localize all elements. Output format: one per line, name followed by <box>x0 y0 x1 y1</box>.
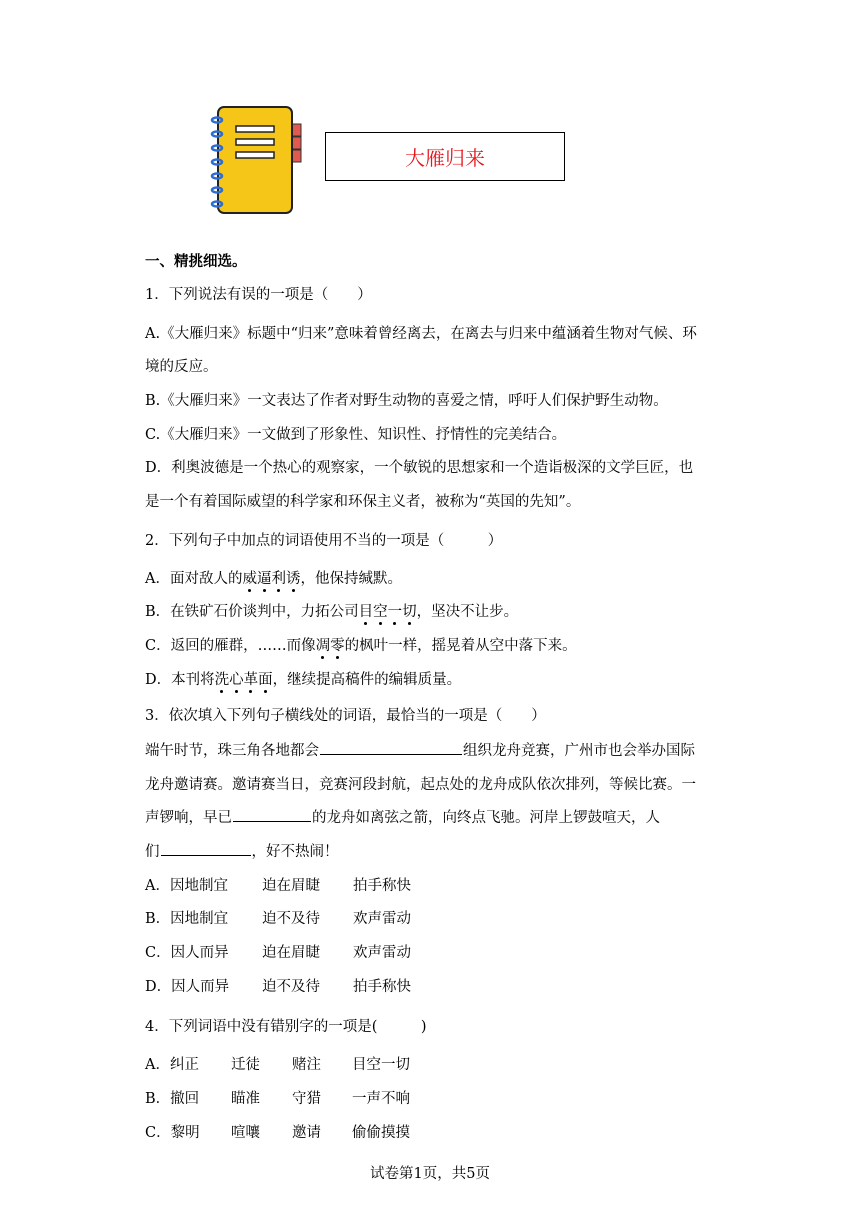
question-2-option-a <box>145 567 402 588</box>
dotted-char: 革 <box>243 672 259 688</box>
option-word: 守猎 <box>292 1091 321 1107</box>
option-word: 迫不及待 <box>262 911 320 927</box>
option-word: 迫在眉睫 <box>262 945 320 961</box>
question-1-option-d-cont: 是一个有着国际威望的科学家和环保主义者，被称为“英国的先知”。 <box>145 494 581 510</box>
question-2-option-b <box>145 600 518 621</box>
notebook-icon <box>210 104 302 216</box>
passage-text: 组织龙舟竞赛，广州市也会举办国际 <box>463 743 695 759</box>
option-word: 迫在眉睫 <box>262 878 320 894</box>
dotted-char: 利 <box>271 571 286 587</box>
dotted-char: 一 <box>387 604 403 620</box>
option-word: 迁徒 <box>231 1057 260 1073</box>
option-text: B．在铁矿石价谈判中，力拓公司 <box>145 604 359 620</box>
dotted-char: 洗 <box>214 672 230 688</box>
document-title <box>325 132 565 181</box>
option-text: ，继续提高稿件的编辑质量。 <box>272 672 462 688</box>
dotted-word <box>215 672 273 688</box>
question-1-option-c: C.《大雁归来》一文做到了形象性、知识性、抒情性的完美结合。 <box>145 427 567 443</box>
question-4-option-b <box>145 1087 410 1108</box>
option-word: 赌注 <box>292 1057 321 1073</box>
dotted-word <box>316 638 345 654</box>
dotted-char: 切 <box>402 604 417 620</box>
option-word: B．因地制宜 <box>145 911 229 927</box>
dotted-char: 目 <box>358 604 374 620</box>
question-1-stem: 1．下列说法有误的一项是（ ） <box>145 287 372 303</box>
option-word: 瞄准 <box>231 1091 260 1107</box>
option-word: 喧嚷 <box>231 1125 260 1141</box>
option-word: B．撤回 <box>145 1091 200 1107</box>
passage-text: ，好不热闹！ <box>251 844 339 860</box>
option-word: 邀请 <box>292 1125 321 1141</box>
dotted-char: 凋 <box>315 638 331 654</box>
dotted-char: 面 <box>258 672 273 688</box>
option-text: C．返回的雁群，……而像 <box>145 638 316 654</box>
option-word: 目空一切 <box>352 1057 410 1073</box>
dotted-char: 威 <box>242 571 257 587</box>
option-word: 拍手称快 <box>353 878 411 894</box>
option-word: 欢声雷动 <box>353 945 411 961</box>
passage-text: 端午时节，珠三角各地都会 <box>145 743 319 759</box>
question-3-passage-line-4 <box>145 840 339 861</box>
fill-blank-2 <box>233 820 311 822</box>
question-3-passage-line-3 <box>145 806 660 827</box>
option-text: A．面对敌人的 <box>145 571 243 587</box>
option-text: ，坚决不让步。 <box>416 604 519 620</box>
option-text: 的枫叶一样，摇晃着从空中落下来。 <box>344 638 577 654</box>
question-2-option-d <box>145 668 461 689</box>
question-1-option-d: D．利奥波德是一个热心的观察家，一个敏锐的思想家和一个造诣极深的文学巨匠，也 <box>145 460 694 476</box>
option-text: D．本刊将 <box>145 672 215 688</box>
question-4-stem: 4．下列词语中没有错别字的一项是( ) <box>145 1019 427 1035</box>
question-3-passage-line-1 <box>145 739 695 760</box>
question-1-option-b: B.《大雁归来》一文表达了作者对野生动物的喜爱之情，呼吁人们保护野生动物。 <box>145 393 668 409</box>
question-3-option-b <box>145 907 411 928</box>
passage-text: 的龙舟如离弦之箭，向终点飞驰。河岸上锣鼓喧天，人 <box>312 810 660 826</box>
option-word: A．因地制宜 <box>145 878 228 894</box>
option-word: 一声不响 <box>352 1091 410 1107</box>
dotted-word <box>359 604 417 620</box>
passage-text: 龙舟邀请赛。邀请赛当日，竞赛河段封航，起点处的龙舟成队依次排列，等候比赛。一 <box>145 777 696 793</box>
question-2-stem: 2．下列句子中加点的词语使用不当的一项是（ ） <box>145 533 503 549</box>
dotted-char: 逼 <box>256 571 272 587</box>
passage-text: 声锣响，早已 <box>145 810 232 826</box>
option-word: A．纠正 <box>145 1057 199 1073</box>
option-word: 欢声雷动 <box>353 911 411 927</box>
option-word: C．黎明 <box>145 1125 200 1141</box>
question-1-option-a: A.《大雁归来》标题中“归来”意味着曾经离去，在离去与归来中蕴涵着生物对气候、环 <box>145 326 697 342</box>
question-3-stem: 3．依次填入下列句子横线处的词语，最恰当的一项是（ ） <box>145 708 546 724</box>
option-text: ，他保持缄默。 <box>300 571 402 587</box>
option-word: D．因人而异 <box>145 979 230 995</box>
option-word: 拍手称快 <box>353 979 411 995</box>
fill-blank-1 <box>320 753 462 755</box>
fill-blank-3 <box>161 854 251 856</box>
question-3-option-a <box>145 874 411 895</box>
dotted-char: 诱 <box>285 571 301 587</box>
question-4-option-c <box>145 1121 410 1142</box>
question-2-option-c <box>145 634 577 655</box>
dotted-char: 空 <box>373 604 388 620</box>
page-footer: 试卷第1页，共5页 <box>370 1166 490 1182</box>
option-word: 偷偷摸摸 <box>352 1125 410 1141</box>
question-4-option-a <box>145 1053 410 1074</box>
dotted-word <box>242 571 300 587</box>
dotted-char: 心 <box>229 672 244 688</box>
document-title-text: 大雁归来 <box>405 146 485 170</box>
question-3-option-d <box>145 975 411 996</box>
question-1-option-a-cont: 境的反应。 <box>145 359 218 375</box>
question-3-passage-line-2 <box>145 773 696 794</box>
question-3-option-c <box>145 941 411 962</box>
option-word: 迫不及待 <box>262 979 320 995</box>
passage-text: 们 <box>145 844 160 860</box>
dotted-char: 零 <box>330 638 345 654</box>
section-heading: 一、精挑细选。 <box>145 254 247 270</box>
option-word: C．因人而异 <box>145 945 229 961</box>
